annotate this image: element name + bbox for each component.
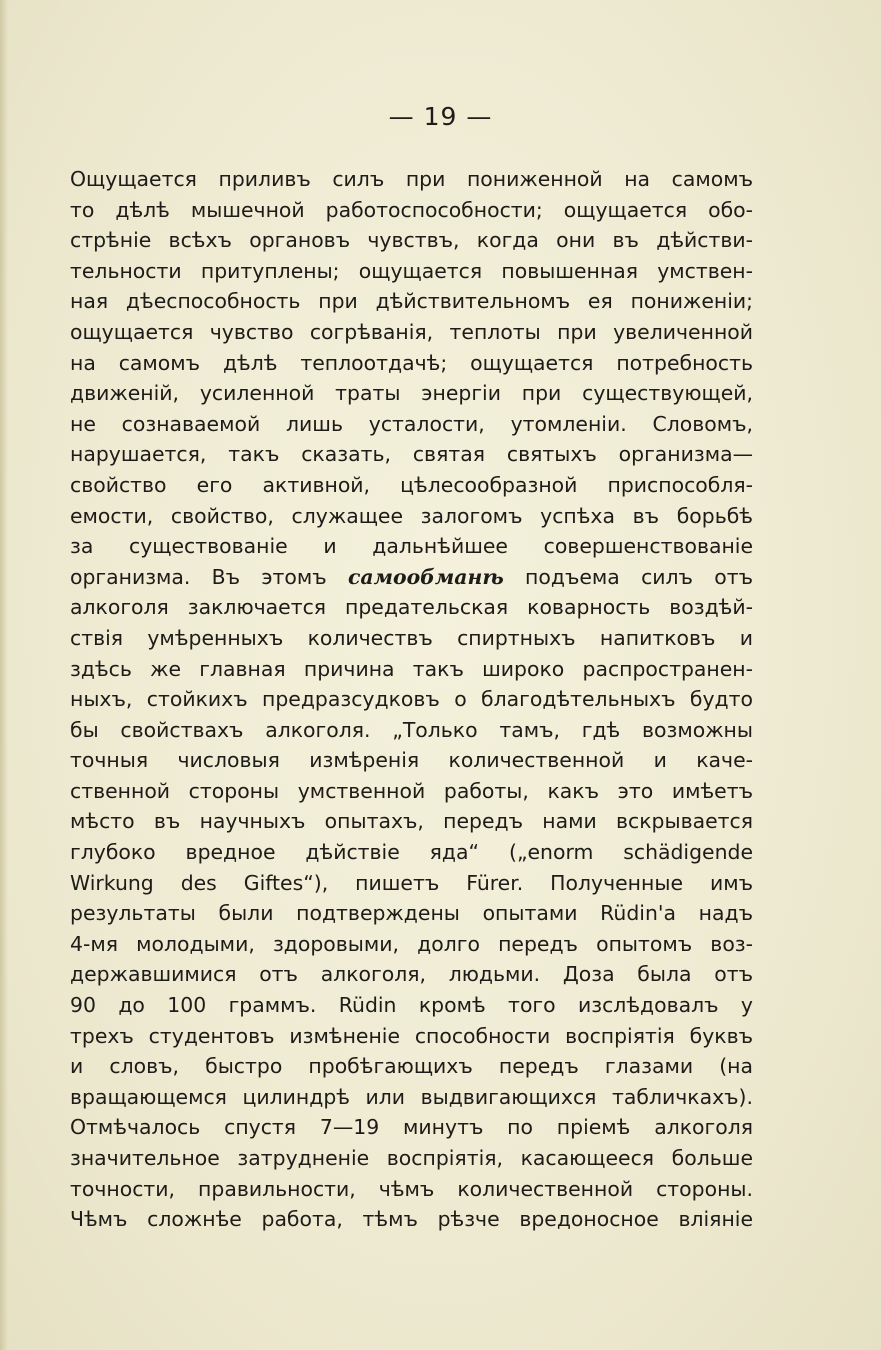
- text-line: свойство его активной, цѣлесообразной приспособля-: [70, 472, 753, 497]
- text-line: Отмѣчалось спустя 7—19 минутъ по прiемѣ алкоголя: [70, 1115, 753, 1140]
- text-line: 90 до 100 граммъ. Rüdin кромѣ того изслѣдовалъ у: [70, 993, 753, 1018]
- page-edge-shadow: [0, 0, 8, 1350]
- text-line: ощущается чувство согрѣванiя, теплоты при увеличенной: [70, 319, 753, 344]
- text-line: бы свойствахъ алкоголя. „Только тамъ, гдѣ возможны: [70, 717, 753, 742]
- page-number: — 19 —: [388, 102, 493, 131]
- body-text: [70, 164, 753, 1235]
- text-line: ныхъ, стойкихъ предразсудковъ о благодѣтельныхъ будто: [70, 687, 753, 712]
- text-line: Чѣмъ сложнѣе работа, тѣмъ рѣзче вредоносное влiянiе: [70, 1207, 753, 1232]
- text-line: Ощущается приливъ силъ при пониженной на самомъ: [70, 167, 753, 191]
- text-line: мѣсто въ научныхъ опытахъ, передъ нами вскрывается: [70, 809, 753, 834]
- text-line: то дѣлѣ мышечной работоспособности; ощущается обо-: [70, 197, 753, 222]
- text-line: на самомъ дѣлѣ теплоотдачѣ; ощущается потребность: [70, 350, 753, 375]
- text-line: глубоко вредное дѣйствiе яда“ („enorm schädigende: [70, 840, 753, 865]
- text-line: точныя числовыя измѣренiя количественной и каче-: [70, 748, 753, 773]
- text-line: державшимися отъ алкоголя, людьми. Доза была отъ: [70, 962, 753, 987]
- text-line: стрѣнiе всѣхъ органовъ чувствъ, когда они въ дѣйстви-: [70, 228, 753, 253]
- text-line: не сознаваемой лишь усталости, утомленiи. Словомъ,: [70, 411, 753, 436]
- text-line: алкоголя заключается предательская коварность воздѣй-: [70, 595, 753, 620]
- text-line: тельности притуплены; ощущается повышенная умствен-: [70, 258, 753, 283]
- text-line: ственной стороны умственной работы, какъ это имѣетъ: [70, 778, 753, 803]
- text-line: значительное затрудненiе воспрiятiя, касающееся больше: [70, 1146, 753, 1170]
- text-line: и словъ, быстро пробѣгающихъ передъ глазами (на: [70, 1054, 753, 1079]
- text-line: Wirkung des Giftes“), пишетъ Fürer. Полученные имъ: [70, 870, 753, 895]
- text-line: ная дѣеспособность при дѣйствительномъ ея пониженiи;: [70, 289, 753, 314]
- text-line: емости, свойство, служащее залогомъ успѣха въ борьбѣ: [70, 503, 753, 528]
- text-line: вращающемся цилиндрѣ или выдвигающихся табличкахъ).: [70, 1084, 753, 1109]
- text-line: за существованiе и дальнѣйшее совершенствованiе: [70, 534, 753, 559]
- text-line: 4-мя молодыми, здоровыми, долго передъ опытомъ воз-: [70, 931, 753, 956]
- emphasized-word: самообманѣ: [347, 564, 504, 589]
- text-line: организма. Въ этомъ самообманѣ подъема силъ отъ: [70, 564, 753, 589]
- text-line: точности, правильности, чѣмъ количественной стороны.: [70, 1176, 753, 1201]
- text-line: ствiя умѣренныхъ количествъ спиртныхъ напитковъ и: [70, 625, 753, 650]
- text-line: нарушается, такъ сказать, святая святыхъ организма—: [70, 442, 753, 467]
- text-line: здѣсь же главная причина такъ широко распространен-: [70, 656, 753, 681]
- text-line: трехъ студентовъ измѣненiе способности воспрiятiя буквъ: [70, 1023, 753, 1048]
- text-line: движенiй, усиленной траты энергiи при существующей,: [70, 381, 753, 406]
- text-line: результаты были подтверждены опытами Rüdin'а надъ: [70, 901, 753, 926]
